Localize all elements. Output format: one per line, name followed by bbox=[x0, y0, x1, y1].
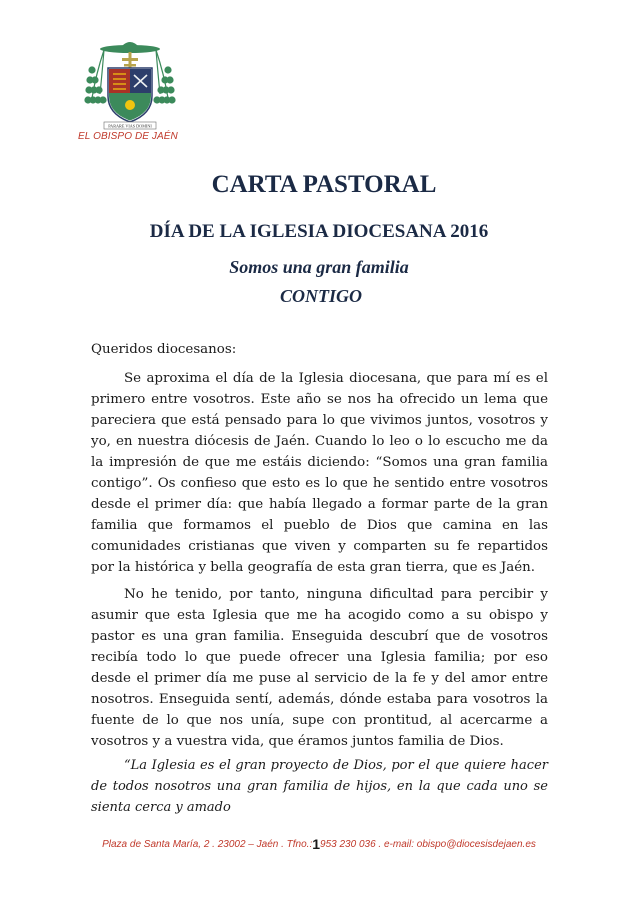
footer-contact: 953 230 036 . e-mail: obispo@diocesisdejaen.es bbox=[320, 839, 536, 850]
motto-ribbon bbox=[104, 122, 156, 129]
document-title: CARTA PASTORAL bbox=[211, 171, 437, 198]
galero-hat-icon bbox=[100, 42, 160, 53]
crest-motto: PARARE VIAS DOMINI bbox=[108, 123, 152, 129]
greeting: Queridos diocesanos: bbox=[91, 342, 237, 357]
paragraph: Se aproxima el día de la Iglesia diocesana, que para mí es el primero entre vosotros. Este año se nos ha ofrecido un lema que pareciera que está pensado para lo que vivimos juntos, vosotros y yo, en nuestra diócesis de Jaén. Cuando lo leo o lo escucho me da la impresión de que me estáis diciendo: “Somos una gran familia contigo”. Os confieso que esto es lo que he sentido entre vosotros desde el primer día: que había llegado a formar parte de la gran familia que formamos el pueblo de Dios que camina en las comunidades cristianas que viven y comparten su fe repartidos por la histórica y bella geografía de esta gran tierra, que es Jaén. bbox=[91, 371, 548, 575]
motto-contigo: CONTIGO bbox=[279, 286, 362, 306]
paragraph: No he tenido, por tanto, ninguna dificultad para percibir y asumir que esta Iglesia que me ha acogido como a su obispo y pastor es una gran familia. Enseguida descubrí que de vosotros recibía todo lo que puede ofrecer una Iglesia familia; por eso desde el primer día me puse al servicio de la fe y del amor entre nosotros. Enseguida sentí, además, dónde estaba para vosotros la fuente de lo que nos unía, supe con prontitud, al acercarme a vosotros y a vuestra vida, que éramos juntos familia de Dios. bbox=[91, 587, 548, 749]
footer-address: Plaza de Santa María, 2 . 23002 – Jaén . Tfno.: bbox=[102, 839, 313, 850]
episcopal-coat-of-arms bbox=[82, 34, 178, 132]
shield-icon bbox=[108, 68, 152, 122]
org-name: EL OBISPO DE JAÉN bbox=[78, 131, 178, 142]
footer bbox=[0, 836, 638, 852]
page-number: 1 bbox=[312, 836, 321, 852]
motto-line: Somos una gran familia bbox=[229, 257, 409, 277]
quote-paragraph: “La Iglesia es el gran proyecto de Dios, por el que quiere hacer de todos nosotros una gran familia de hijos, en la que cada uno se sienta cerca y amado bbox=[91, 758, 548, 815]
document-subtitle: DÍA DE LA IGLESIA DIOCESANA 2016 bbox=[149, 221, 489, 242]
letter-body bbox=[91, 339, 548, 818]
